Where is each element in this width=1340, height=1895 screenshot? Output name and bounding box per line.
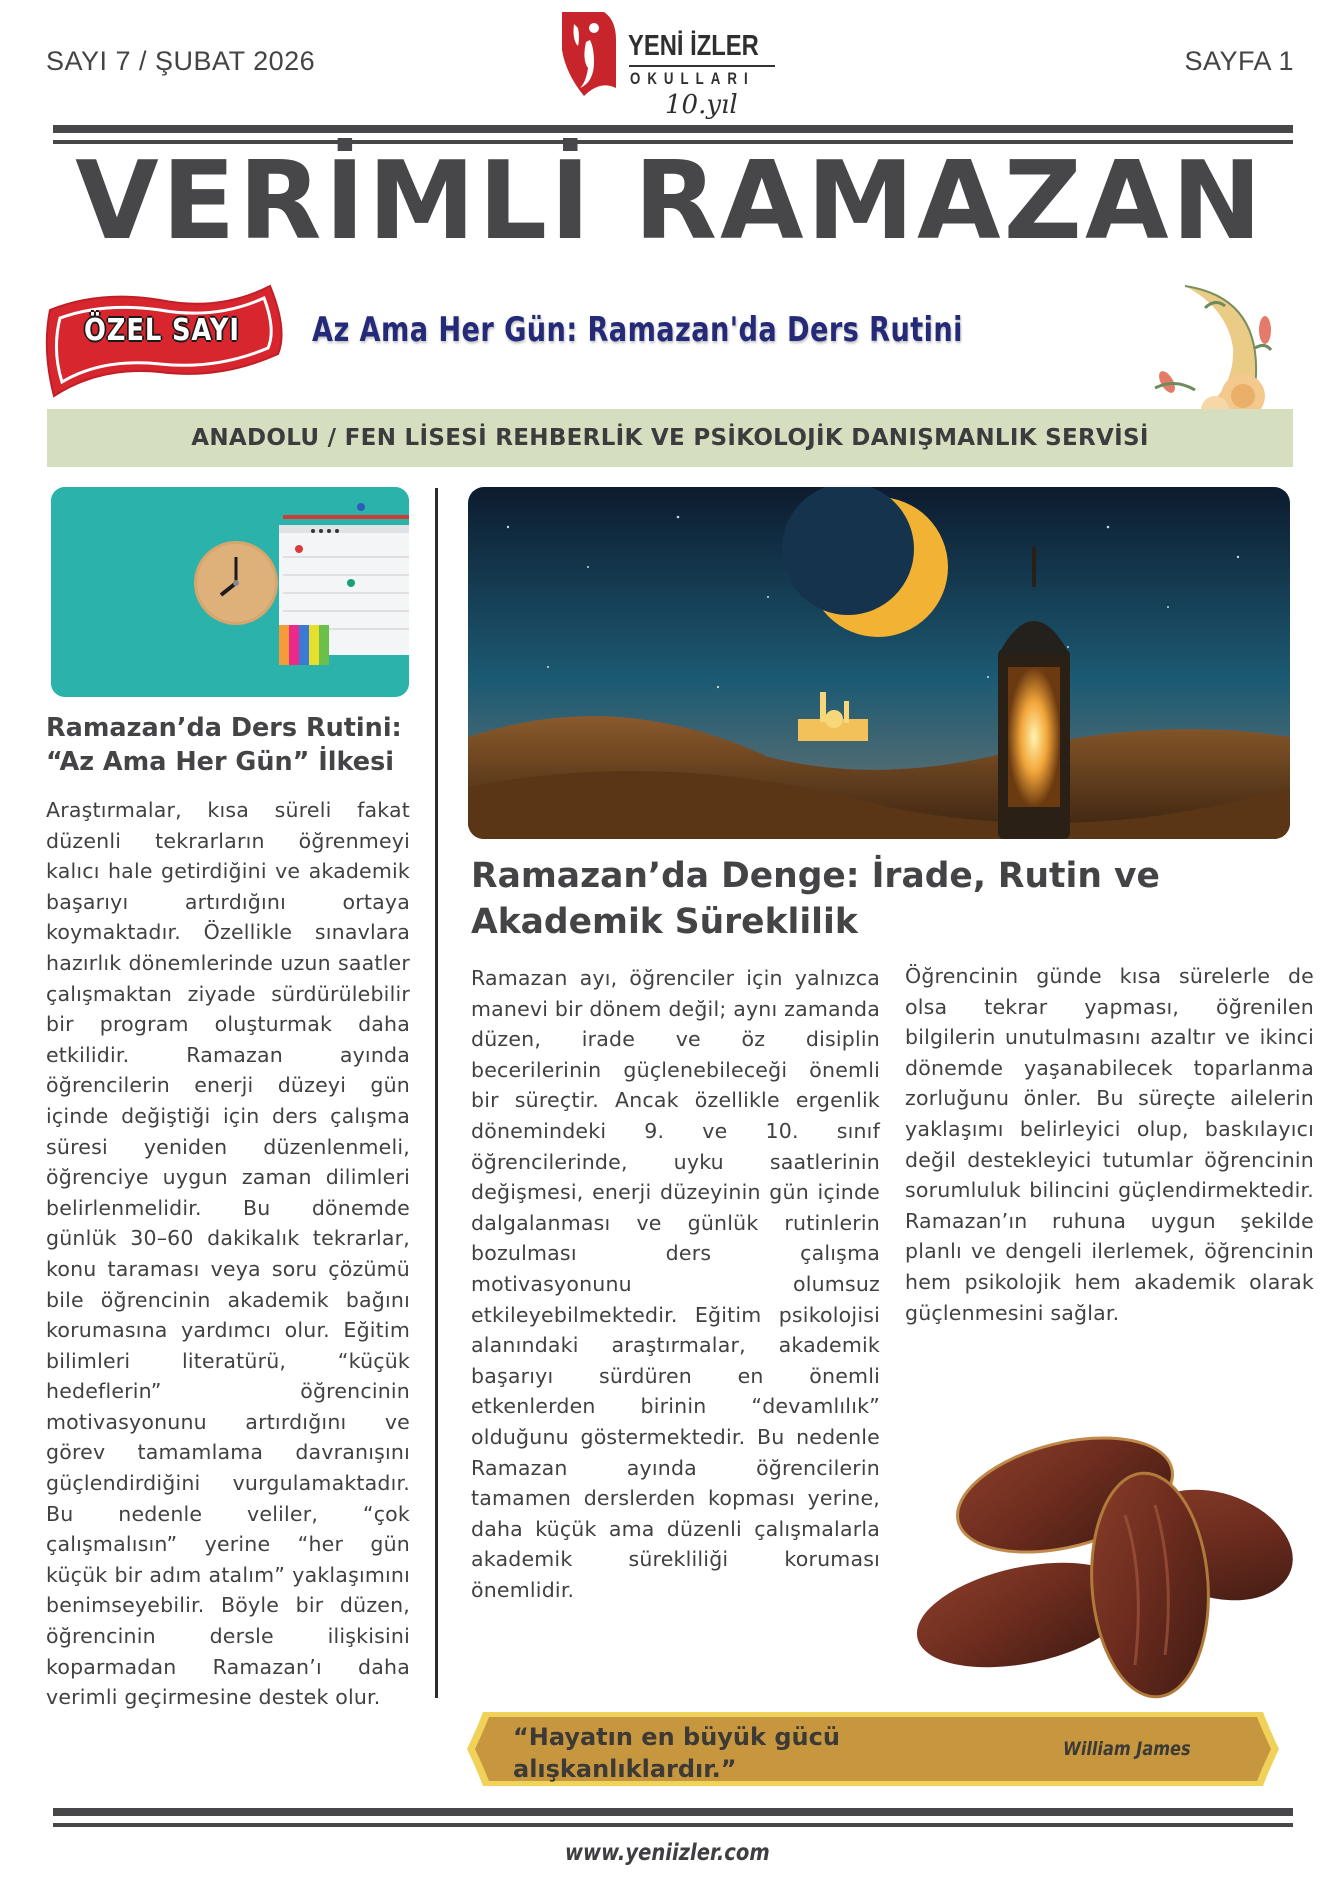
logo-shield-icon <box>560 10 618 100</box>
school-logo <box>560 10 790 122</box>
quote-box <box>463 1708 1283 1790</box>
quote-author: William James <box>1063 1738 1191 1760</box>
clock-calendar-image <box>51 487 409 697</box>
page-number: SAYFA 1 <box>1184 46 1294 76</box>
bottom-rule-thin <box>53 1823 1293 1827</box>
department-band <box>47 409 1293 467</box>
main-article-heading: Ramazan’da Denge: İrade, Rutin ve Akademik Süreklilik <box>471 856 1160 942</box>
footer-website-link[interactable]: www.yeniizler.com <box>565 1840 770 1866</box>
ramadan-lantern-image <box>468 487 1290 839</box>
department-label: ANADOLU / FEN LİSESİ REHBERLİK VE PSİKOLOJİK DANIŞMANLIK SERVİSİ <box>191 425 1149 451</box>
left-article-body: Araştırmalar, kısa süreli fakat düzenli tekrarların öğrenmeyi kalıcı hale getirdiğini ve akademik başarıyı artırdığını ortaya koymaktadır. Özellikle sınavlara hazırlık dönemlerinde uzun saatler çalışmaktan ziyade sürdürülebilir bir program oluşturmak daha etkilidir. Ramazan ayında öğrencilerin enerji düzeyi gün içinde değiştiği için ders çalışma süresi yeniden düzenlenmeli, öğrenciye uygun zaman dilimleri belirlenmelidir. Bu dönemde günlük 30–60 dakikalık tekrarlar, konu taraması veya soru çözümü bile öğrencinin akademik bağını korumasına yardımcı olur. Eğitim bilimleri literatürü, “küçük hedeflerin” öğrencinin motivasyonunu artırdığını ve görev tamamlama davranışını güçlendirdiğini vurgulamaktadır. Bu nedenle veliler, “çok çalışmalısın” yerine “her gün küçük bir adım atalım” yaklaşımını benimseyebilir. Böyle bir düzen, öğrencinin dersle ilişkisini koparmadan Ramazan’ı daha verimli geçirmesine destek olur. <box>46 798 410 1710</box>
ramadan-night-illustration <box>468 487 1290 839</box>
bottom-rule-thick <box>53 1808 1293 1816</box>
issue-subtitle: Az Ama Her Gün: Ramazan'da Ders Rutini <box>312 310 963 350</box>
left-article-heading: Ramazan’da Ders Rutini: “Az Ama Her Gün” İlkesi <box>46 713 402 777</box>
masthead-title: VERİMLİ RAMAZAN <box>75 139 1265 264</box>
badge-label: ÖZEL SAYI <box>84 313 240 348</box>
quote-text: “Hayatın en büyük gücü alışkanlıklardır.” <box>513 1723 840 1783</box>
top-rule-thick <box>53 125 1293 133</box>
main-article-column-2: Öğrencinin günde kısa sürelerle de olsa tekrar yapması, öğrenilen bilgilerin unutulmasını azaltır ve ikinci dönemde yaşanabilecek toparlanma zorluğunu önler. Bu süreçte ailelerin yaklaşımı belirleyici olup, baskılayıcı değil destekleyici tutumlar öğrencinin sorumluluk bilincini güçlendirmektedir. Ramazan’ın ruhuna uygun şekilde planlı ve dengeli ilerlemek, öğrencinin hem psikolojik hem akademik olarak güçlenmesini sağlar. <box>905 964 1314 1325</box>
main-article-column-1: Ramazan ayı, öğrenciler için yalnızca manevi bir dönem değil; aynı zamanda düzen, irade ve öz disiplin becerilerinin güçlenebileceği önemli bir süreçtir. Ancak özellikle ergenlik dönemindeki 9. ve 10. sınıf öğrencilerinde, uyku saatlerinin değişmesi, enerji düzeyinin gün içinde dalgalanması ve günlük rutinlerin bozulması ders çalışma motivasyonunu olumsuz etkileyebilmektedir. Eğitim psikolojisi alanındaki araştırmalar, akademik başarıyı sürdüren en önemli etkenlerden birinin “devamlılık” olduğunu göstermektedir. Bu nedenle Ramazan ayında öğrencilerin tamamen derslerden kopması yerine, daha küçük ama düzenli çalışmalarla akademik sürekliliği koruması önemlidir. <box>471 966 880 1602</box>
logo-year: 10.yıl <box>665 90 738 120</box>
clock-calendar-illustration <box>51 487 409 697</box>
dates-fruit-image <box>915 1425 1305 1700</box>
column-divider <box>435 488 438 1698</box>
logo-divider <box>629 65 775 67</box>
logo-subtitle: OKULLARI <box>630 69 755 88</box>
logo-name: YENİ İZLER <box>628 30 759 62</box>
special-issue-badge <box>40 280 290 400</box>
issue-label: SAYI 7 / ŞUBAT 2026 <box>46 46 316 76</box>
